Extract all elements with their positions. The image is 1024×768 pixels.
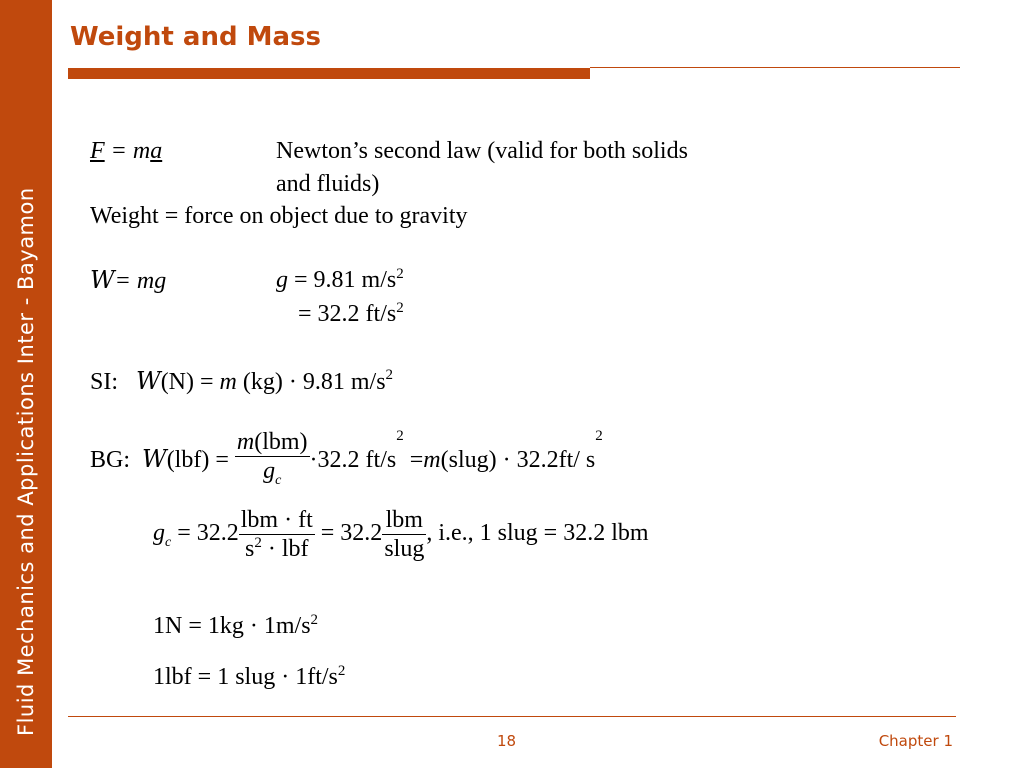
newton-description-line1: Newton’s second law (valid for both solids xyxy=(276,138,688,164)
title-underline-thick xyxy=(68,68,590,79)
newton-equation: F = ma xyxy=(90,138,163,164)
weight-definition: Weight = force on object due to gravity xyxy=(90,203,468,229)
gc-fraction-2: $\frac{\text{lbm}}{\text{slug}}$ xyxy=(384,507,425,562)
sidebar-course-label: Fluid Mechanics and Applications Inter - Bayamon xyxy=(14,187,38,736)
gc-equation: $g_c = 32.2$ $\frac{\text{lbm · ft}}{s^2 \cdot lbf}$ = 32.2 $\frac{\text{lbm}}{\text{slug}}$ , i.e., 1 slug = 32.2 lbm xyxy=(153,507,649,562)
title-underline-thin xyxy=(590,67,960,68)
chapter-label: Chapter 1 xyxy=(878,732,953,750)
weight-equation: W= mg xyxy=(90,266,167,294)
footer-divider xyxy=(68,716,956,717)
newton-description-line2: and fluids) xyxy=(276,171,380,197)
slide-title: Weight and Mass xyxy=(70,22,321,52)
si-weight-equation: SI: W(N) = m (kg) · 9.81 $m/s^2$ xyxy=(90,367,394,395)
gravity-si: g = 9.81 $m/s^2$ xyxy=(276,266,404,293)
bg-weight-equation: BG: W(lbf) = $\frac{\text{m(lbm)}}{g_c}$ ·32.2 $ft/s^2$ =m(slug) · 32.2ft/ $s^2$ xyxy=(90,428,603,495)
gravity-bg: = 32.2 $ft/s^2$ xyxy=(298,300,404,327)
bg-fraction: $\frac{\text{m(lbm)}}{g_c}$ xyxy=(235,428,310,495)
sidebar-band xyxy=(0,0,52,768)
newton-unit-definition: $1N = 1kg \cdot 1m/s^2$ xyxy=(153,612,319,639)
lbf-unit-definition: 1lbf = 1 slug · $1ft/s^2$ xyxy=(153,663,346,690)
gc-fraction-1: $\frac{\text{lbm · ft}}{s^2 \cdot lbf}$ xyxy=(240,507,313,562)
page-number: 18 xyxy=(497,732,517,750)
